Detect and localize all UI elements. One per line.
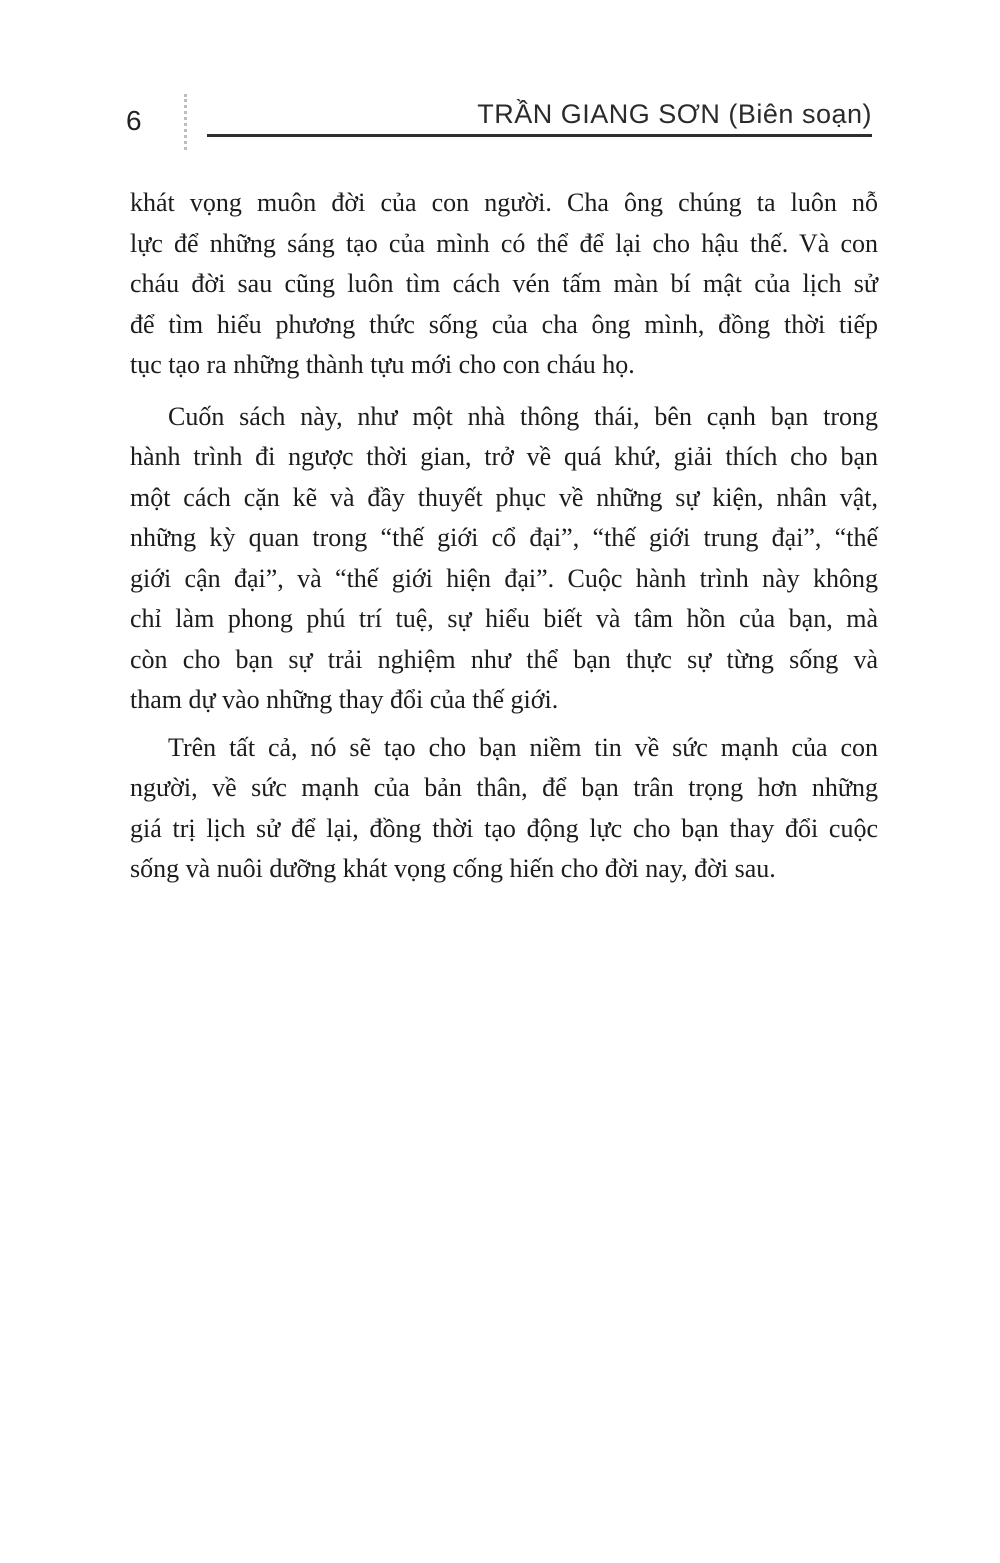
text-line: người, về sức mạnh của bản thân, để bạn trân trọng hơn những (130, 773, 878, 802)
text-line: tục tạo ra những thành tựu mới cho con cháu họ. (130, 350, 635, 379)
text-line: còn cho bạn sự trải nghiệm như thể bạn thực sự từng sống và (130, 644, 878, 674)
text-line: cháu đời sau cũng luôn tìm cách vén tấm màn bí mật của lịch sử (130, 269, 878, 298)
text-line: một cách cặn kẽ và đầy thuyết phục về những sự kiện, nhân vật, (130, 482, 878, 512)
paragraph (130, 397, 878, 721)
header-dotted-divider (184, 94, 187, 150)
text-line: Cuốn sách này, như một nhà thông thái, bên cạnh bạn trong (168, 401, 878, 431)
page-body (130, 183, 878, 890)
header-rule (207, 134, 872, 137)
text-line: giá trị lịch sử để lại, đồng thời tạo động lực cho bạn thay đổi cuộc (130, 813, 878, 843)
page-number: 6 (126, 105, 142, 136)
text-line: để tìm hiểu phương thức sống của cha ông mình, đồng thời tiếp (130, 309, 878, 339)
paragraph (130, 728, 878, 890)
text-line: hành trình đi ngược thời gian, trở về quá khứ, giải thích cho bạn (130, 442, 878, 471)
running-head: TRẦN GIANG SƠN (Biên soạn) (477, 99, 872, 129)
text-line: tham dự vào những thay đổi của thế giới. (130, 685, 559, 714)
text-line: Trên tất cả, nó sẽ tạo cho bạn niềm tin về sức mạnh của con (168, 732, 878, 762)
text-line: khát vọng muôn đời của con người. Cha ông chúng ta luôn nỗ (130, 188, 878, 217)
text-line: những kỳ quan trong “thế giới cổ đại”, “thế giới trung đại”, “thế (130, 523, 878, 552)
text-line: giới cận đại”, và “thế giới hiện đại”. Cuộc hành trình này không (130, 563, 878, 593)
text-line: chỉ làm phong phú trí tuệ, sự hiểu biết và tâm hồn của bạn, mà (130, 604, 878, 633)
paragraph (130, 183, 878, 386)
text-line: sống và nuôi dưỡng khát vọng cống hiến cho đời nay, đời sau. (130, 854, 776, 883)
text-line: lực để những sáng tạo của mình có thể để lại cho hậu thế. Và con (130, 228, 878, 258)
